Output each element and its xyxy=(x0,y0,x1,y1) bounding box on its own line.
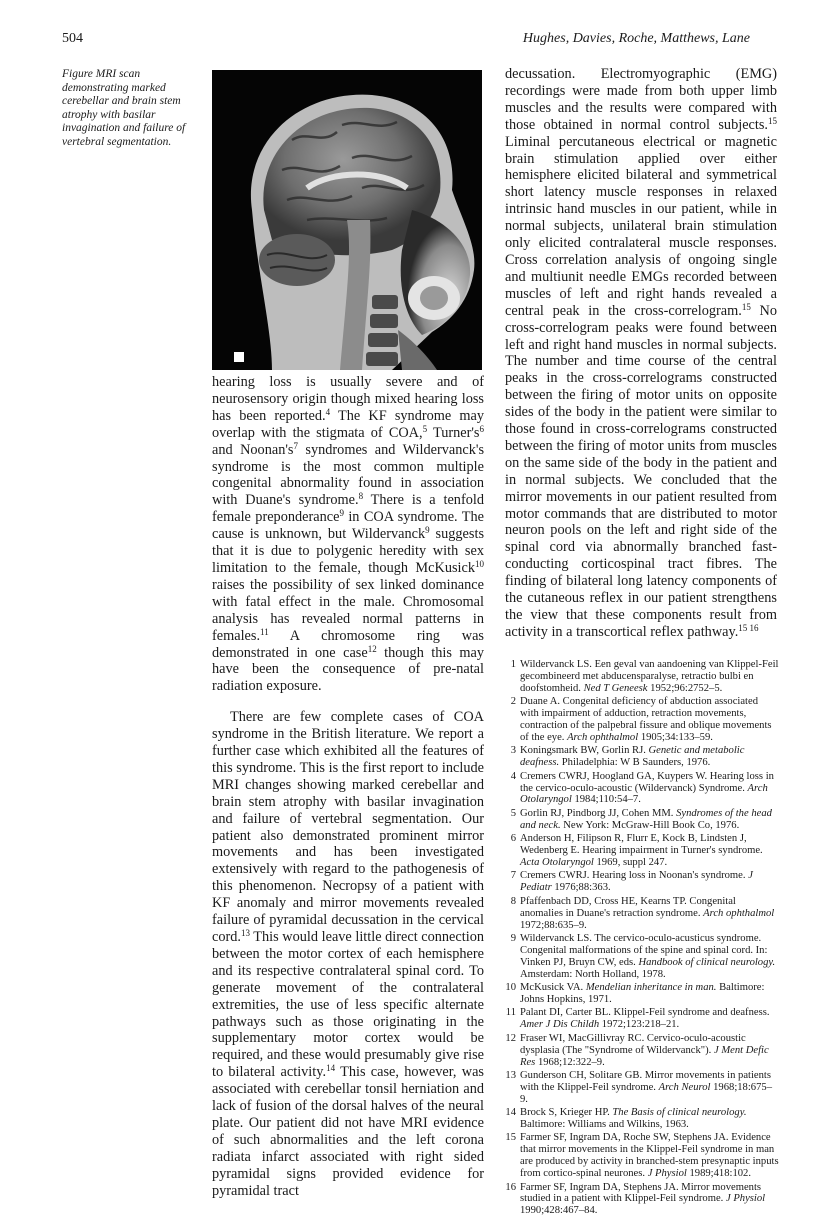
reference-item: 3 Koningsmark BW, Gorlin RJ. Genetic and metabolic deafness. Philadelphia: W B Saunders, 1976. xyxy=(510,745,745,769)
reference-item: 15 Farmer SF, Ingram DA, Roche SW, Stephens JA. Evidence that mirror movements in the Klippel-Feil syndrome in man are produced by activity in branched-stem presynaptic inputs from cortico-spinal neurones. J Physiol 1989;418:102. xyxy=(505,1132,779,1180)
reference-item: 9 Wildervanck LS. The cervico-oculo-acusticus syndrome. Congenital malformations of the spine and spinal cord. In: Vinken PJ, Bruyn CW, eds. Handbook of clinical neurology. Amsterdam: North Holland, 1978. xyxy=(510,932,776,980)
reference-item: 16 Farmer SF, Ingram DA, Stephens JA. Mirror movements studied in a patient with Klippel-Feil syndrome. J Physiol 1990;428:467–84. xyxy=(505,1181,766,1217)
reference-item: 8 Pfaffenbach DD, Cross HE, Kearns TP. Congenital anomalies in Duane's retraction syndrome. Arch ophthalmol 1972;88:635–9. xyxy=(510,895,775,931)
reference-item: 7 Cremers CWRJ. Hearing loss in Noonan's syndrome. J Pediatr 1976;88:363. xyxy=(510,870,753,894)
reference-item: 1 Wildervanck LS. Een geval van aandoening van Klippel-Feil gecombineerd met abducensparalyse, retractio bulbi en doofstomheid. Ned T Geneesk 1952;96:2752–5. xyxy=(510,659,779,694)
reference-item: 10 McKusick VA. Mendelian inheritance in man. Baltimore: Johns Hopkins, 1971. xyxy=(505,982,765,1005)
right-text-column xyxy=(505,66,777,641)
body-paragraph: decussation. Electromyographic (EMG) recordings were made from both upper limb muscles and the results were compared with those obtained in normal control subjects.$^{15}$ Liminal percutaneous electrical or magnetic brain stimulation applied over either hemisphere elicited bilateral and symmetrical short latency muscle responses in relaxed intrinsic hand muscles in our patient, while in normal subjects, unilateral brain stimulation only elicited contralateral muscle responses. Cross correlation analysis of ongoing single and multiunit needle EMGs recorded between muscles of left and right hands revealed a central peak in the cross-correlogram.$^{15}$ No cross-correlogram peaks were found between left and right hand muscles in normal subjects. The number and time course of the central peaks in the cross-correlograms constructed between the firing of motor units on opposite sides of the body in the patient were similar to those found in cross-correlograms constructed between the firing of motor units from muscles on the same side of the body in the patient and in normal subjects. We concluded that the mirror movements in our patient resulted from motor commands that are distributed to motor neuron pools on the left and right side of the spinal cord via abnormally branched fast-conducting corticospinal tract fibres. The finding of bilateral long latency components of the cutaneous reflex in our patient strengthens the view that these components result from activity in a transcortical reflex pathway.$^{15 16}$ xyxy=(505,66,777,640)
body-paragraph: There are few complete cases of COA syndrome in the British literature. We report a further case which exhibited all the features of this syndrome. This is the first report to include MRI changes showing marked cerebellar and brain stem atrophy with basilar invagination and failure of vertebral segmentation. Our patient also demonstrated prominent mirror movements and has been investigated extensively with regard to the pathogenesis of this phenomenon. Necropsy of a patient with KF anomaly and mirror movements revealed failure of pyramidal decussation in the cervical cord.$^{13}$ This would leave little direct connection between the motor cortex of each hemisphere and its respective contralateral spinal cord. To generate movement of the contralateral extremities, the use of less specific alternate pathways such as those originating in the supplementary motor cortex would be required, and these would presumably give rise to bilateral activity.$^{14}$ This case, however, was associated with cerebellar tonsil herniation and lack of fusion of the dorsal halves of the neural plate. Our patient did not have MRI evidence of such abnormalities and the left corona radiata infarct associated with right sided pyramidal signs provided evidence for pyramidal tract xyxy=(212,709,484,1199)
reference-item: 14 Brock S, Krieger HP. The Basis of clinical neurology. Baltimore: Williams and Wilkins, 1963. xyxy=(505,1107,747,1131)
figure-caption: Figure MRI scan demonstrating marked cerebellar and brain stem atrophy with basilar invagination and failure of vertebral segmentation. xyxy=(62,68,186,148)
body-paragraph: hearing loss is usually severe and of neurosensory origin though mixed hearing loss has been reported.$^4$ The KF syndrome may overlap with the stigmata of COA,$^5$ $Turner's^6$ and $Noonan's^7$ syndromes and Wildervanck's syndrome is the most common multiple congenital abnormality found in association with Duane's syndrome.$^8$ There is a tenfold female preponderance$^9$ in COA syndrome. The cause is unknown, but Wildervanck$^9$ suggests that it is due to polygenic heredity with sex limitation to the female, though McKusick$^{10}$ raises the possibility of sex linked dominance with fatal effect in the male. Chromosomal analysis has revealed normal patterns in females.$^{11}$ A chromosome ring was demonstrated in one case$^{12}$ though this may have been the consequence of pre-natal radiation exposure. xyxy=(212,374,485,695)
reference-item: 11 Palant DI, Carter BL. Klippel-Feil syndrome and deafness. Amer J Dis Childh 1972;123:218–21. xyxy=(505,1007,770,1031)
reference-list xyxy=(504,659,779,1219)
mri-scan-image xyxy=(212,70,482,370)
reference-item: 4 Cremers CWRJ, Hoogland GA, Kuypers W. Hearing loss in the cervico-oculo-acoustic (Wildervanck) Syndrome. Arch Otolaryngol 1984;110:54–7. xyxy=(510,770,774,806)
reference-item: 5 Gorlin RJ, Pindborg JJ, Cohen MM. Syndromes of the head and neck. New York: McGraw-Hill Book Co, 1976. xyxy=(510,807,772,831)
running-head-authors: Hughes, Davies, Roche, Matthews, Lane xyxy=(522,31,750,46)
reference-item: 6 Anderson H, Filipson R, Flurr E, Kock B, Lindsten J, Wedenberg E. Hearing impairment in Turner's syndrome. Acta Otolaryngol 1969, suppl 247. xyxy=(510,833,763,868)
mri-sagittal-head-icon xyxy=(212,70,482,370)
reference-item: 12 Fraser WI, MacGillivray RC. Cervico-oculo-acoustic dysplasia (The "Syndrome of Wildervanck"). J Ment Defic Res 1968;12:322–9. xyxy=(505,1032,769,1068)
reference-item: 2 Duane A. Congenital deficiency of abduction associated with impairment of adduction, retraction movements, contraction of the palpebral fissure and oblique movements of the eye. Arch ophthalmol 1905;34:133–59. xyxy=(510,696,772,743)
left-text-column xyxy=(212,374,484,1200)
page-number: 504 xyxy=(62,31,83,46)
reference-item: 13 Gunderson CH, Solitare GB. Mirror movements in patients with the Klippel-Feil syndrome. Arch Neurol 1968;18:675–9. xyxy=(505,1069,772,1105)
